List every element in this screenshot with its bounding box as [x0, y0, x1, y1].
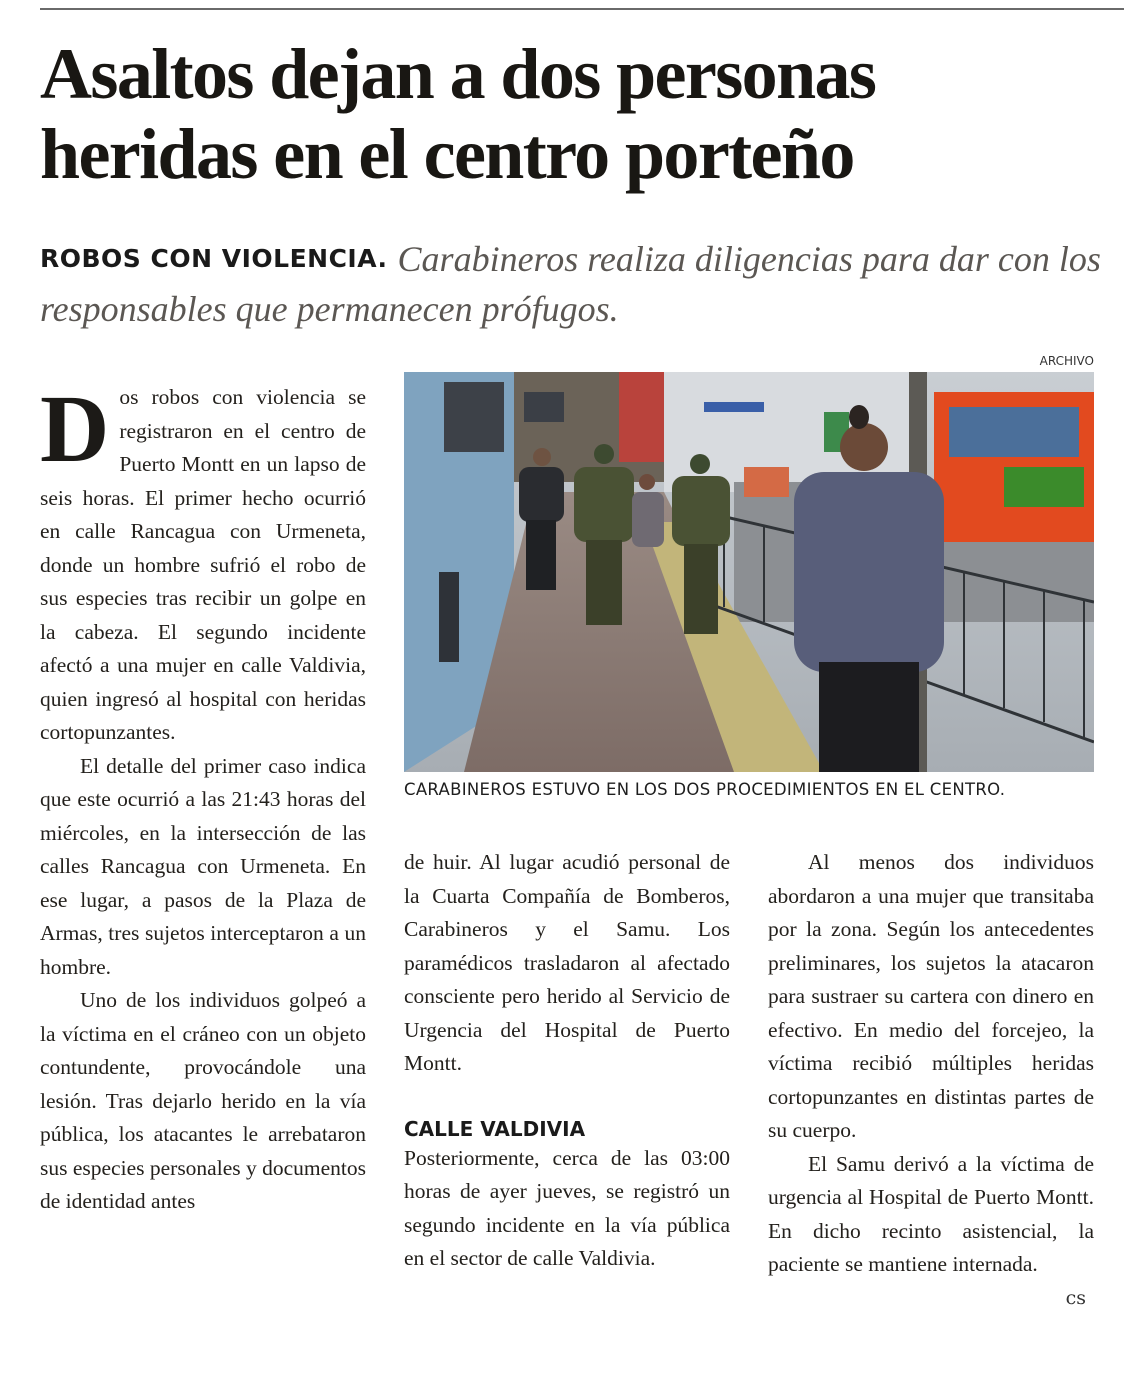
text-column-2: [404, 846, 730, 1276]
article-photo: [404, 372, 1094, 772]
paragraph-1: [40, 375, 366, 750]
text-column-1: [40, 375, 367, 1219]
photo-credit: ARCHIVO: [1039, 354, 1094, 368]
drop-cap: D: [40, 375, 110, 482]
subhead: CALLE VALDIVIA: [404, 1116, 586, 1141]
end-mark-icon: cs: [1065, 1286, 1086, 1309]
kicker: ROBOS CON VIOLENCIA.: [40, 244, 388, 273]
photo-caption: CARABINEROS ESTUVO EN LOS DOS PROCEDIMIENTOS EN EL CENTRO.: [404, 780, 1006, 799]
text-column-3: [768, 846, 1094, 1315]
paragraph-1-text: os robos con violencia se registraron en el centro de Puerto Montt en un lapso de seis horas. El primer hecho ocurrió en calle Rancagua con Urmeneta, donde un hombre sufrió el robo de sus especies tras recibir un golpe en la cabeza. El segundo incidente afectó a una mujer en calle Valdivia, quien ingresó al hospital con heridas cortopunzantes.: [40, 385, 366, 744]
dek-text: Carabineros realiza diligencias para dar con los responsables que permanecen prófugos.: [40, 239, 1101, 329]
headline: Asaltos dejan a dos personas heridas en el centro porteño: [40, 34, 876, 194]
dek: [40, 236, 1110, 333]
paragraph-3a: Uno de los individuos golpeó a la víctima en el cráneo con un objeto contundente, provocándole una lesión. Tras dejarlo herido en la vía pública, los atacantes le arrebataron sus especies personales y documentos de identidad antes: [40, 988, 367, 1213]
paragraph-6-text: El Samu derivó a la víctima de urgencia al Hospital de Puerto Montt. En dicho recinto asistencial, la paciente se mantiene internada.: [768, 1151, 1094, 1276]
paragraph-5: Al menos dos individuos abordaron a una mujer que transitaba por la zona. Según los antecedentes preliminares, los sujetos la atacaron para sustraer su cartera con dinero en efectivo. En medio del forcejeo, la víctima recibió múltiples heridas cortopunzantes en distintas partes de su cuerpo.: [768, 850, 1094, 1142]
paragraph-2: El detalle del primer caso indica que este ocurrió a las 21:43 horas del miércoles, en la intersección de las calles Rancagua con Urmeneta. En ese lugar, a pasos de la Plaza de Armas, tres sujetos interceptaron a un hombre.: [40, 753, 366, 979]
paragraph-6: [768, 1148, 1094, 1309]
paragraph-3b: de huir. Al lugar acudió personal de la Cuarta Compañía de Bomberos, Carabineros y el Samu. Los paramédicos trasladaron al afectado consciente pero herido al Servicio de Urgencia del Hospital de Puerto Montt.: [404, 850, 730, 1075]
paragraph-4: Posteriormente, cerca de las 03:00 horas de ayer jueves, se registró un segundo incidente en la vía pública en el sector de calle Valdivia.: [404, 1145, 730, 1270]
top-rule: [40, 8, 1124, 10]
